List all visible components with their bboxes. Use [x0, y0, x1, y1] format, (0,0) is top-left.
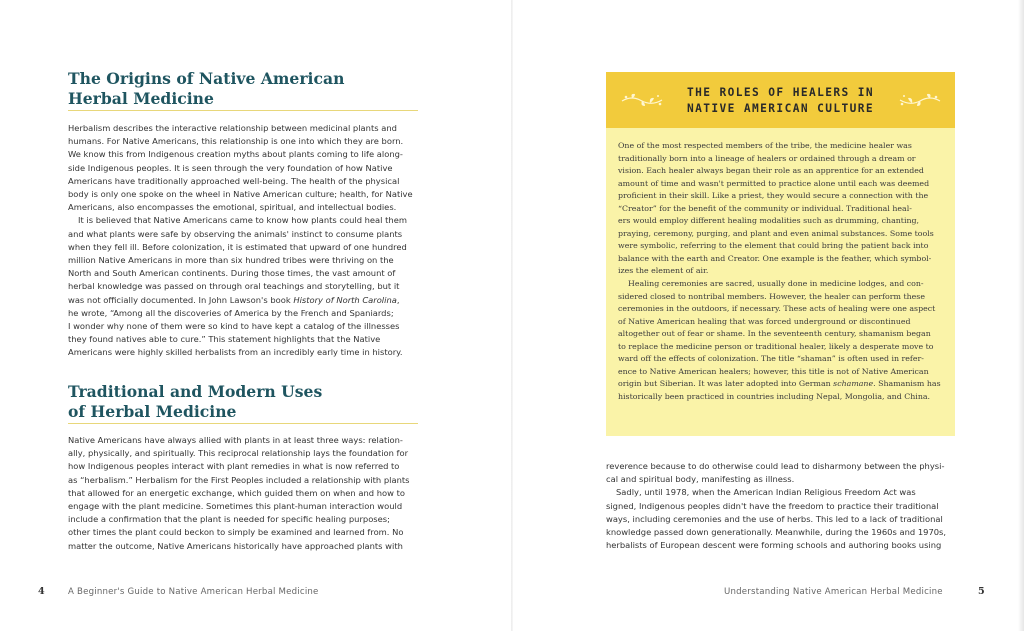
text-line: Healing ceremonies are sacred, usually done in medicine lodges, and con-	[628, 279, 924, 289]
text-line: Sadly, until 1978, when the American Indian Religious Freedom Act was	[616, 487, 916, 498]
foreign-word: schamane	[833, 379, 874, 389]
heading-line: Herbal Medicine	[68, 89, 214, 108]
body-paragraphs-right	[606, 460, 946, 552]
text-line: ally, physically, and spiritually. This reciprocal relationship lays the foundation for	[68, 448, 409, 459]
text-line: that allowed for an energetic exchange, which guided them on when and how to	[68, 487, 405, 498]
page-edge	[1018, 0, 1024, 631]
text-line: Americans, also encompasses the emotional, spiritual, and intellectual bodies.	[68, 202, 397, 213]
text-line: I wonder why none of them were so kind to have kept a catalog of the illnesses	[68, 321, 400, 332]
body-paragraphs-origins	[68, 122, 413, 360]
text-line: praying, ceremony, purging, and plant and even animal substances. Some tools	[618, 228, 934, 238]
sidebar-header	[606, 72, 955, 128]
text-line: traditionally born into a lineage of healers or ordained through a dream or	[618, 153, 916, 163]
text-line: We know this from Indigenous creation myths about plants coming to life along-	[68, 149, 403, 160]
text-line: altogether out of fear or shame. In the seventeenth century, shamanism began	[618, 329, 931, 339]
text-line: ers would employ different healing modalities such as drumming, chanting,	[618, 216, 920, 226]
text-run: . Shamanism has	[873, 379, 941, 389]
text-line: humans. For Native Americans, this relationship is one into which they are born.	[68, 136, 404, 147]
text-line: Americans have traditionally approached well-being. The health of the physical	[68, 175, 400, 186]
running-title-right: Understanding Native American Herbal Medicine	[724, 587, 943, 597]
text-line: One of the most respected members of the tribe, the medicine healer was	[618, 141, 912, 150]
text-line: balance with the earth and Creator. One example is the feather, which symbol-	[618, 253, 932, 263]
text-line: signed, Indigenous peoples didn't have the freedom to practice their traditional	[606, 500, 939, 511]
page-number-left: 4	[38, 586, 45, 597]
text-line: Native Americans have always allied with plants in at least three ways: relation-	[68, 435, 403, 445]
text-line	[68, 294, 413, 307]
text-line: Americans were highly skilled herbalists from an incredibly early time in history.	[68, 347, 403, 358]
text-line: ward off the effects of colonization. The title “shaman” is often used in refer-	[618, 354, 924, 364]
text-line: he wrote, “Among all the discoveries of America by the French and Spaniards;	[68, 307, 394, 318]
text-line: herbalists of European descent were forming schools and authoring books using	[606, 540, 942, 551]
text-line: when they fell ill. Before colonization, it is estimated that upward of one hundred	[68, 241, 407, 252]
text-line: of Native American healing that was forced underground or discontinued	[618, 316, 911, 326]
text-line	[618, 378, 941, 391]
text-line: million Native Americans in more than six hundred tribes were thriving on the	[68, 255, 394, 266]
book-title: History of North Carolina	[293, 294, 397, 305]
text-line: ence to Native American healers; however, this title is not of Native American	[618, 366, 929, 376]
body-paragraph-traditional	[68, 434, 409, 553]
text-line: vision. Each healer always began their role as an apprentice for an extended	[618, 166, 924, 176]
text-line: knowledge passed down generationally. Meanwhile, during the 1960s and 1970s,	[606, 527, 947, 538]
right-flourish-icon	[898, 92, 942, 108]
text-run: origin but Siberian. It was later adopted into German	[618, 379, 834, 389]
text-line: include a confirmation that the plant is needed for specific healing purposes;	[68, 514, 390, 525]
text-line: how Indigenous peoples interact with plant remedies in what is now referred to	[68, 461, 400, 472]
text-run: ,	[396, 294, 400, 305]
running-title-left: A Beginner's Guide to Native American Herbal Medicine	[68, 587, 319, 597]
heading-line: Traditional and Modern Uses	[68, 382, 323, 401]
text-line: and what plants were safe by observing the animals' instinct to consume plants	[68, 228, 403, 239]
gutter	[511, 0, 513, 631]
text-line: cal and spiritual body, manifesting as illness.	[606, 474, 795, 485]
text-line: body is only one spoke on the wheel in Native American culture; health, for Native	[68, 189, 413, 200]
sidebar-title-line: NATIVE AMERICAN CULTURE	[686, 102, 875, 115]
text-line: matter the outcome, Native Americans historically have approached plants with	[68, 540, 403, 551]
text-line: to replace the medicine person or traditional healer, likely a desperate move to	[618, 341, 934, 351]
text-line: proficient in their skill. Like a priest, they would secure a connection with the	[618, 191, 929, 201]
text-line: ways, including ceremonies and the use of herbs. This led to a lack of traditional	[606, 513, 943, 524]
text-line: as “herbalism.” Herbalism for the First Peoples included a relationship with plants	[68, 474, 410, 485]
text-line: sidered closed to nontribal members. However, the healer can perform these	[618, 291, 925, 301]
section-heading-origins	[68, 69, 418, 109]
heading-line: The Origins of Native American	[68, 69, 345, 88]
heading-line: of Herbal Medicine	[68, 402, 237, 421]
text-line: amount of time and wasn't permitted to practice alone until each was deemed	[618, 178, 930, 188]
text-line: reverence because to do otherwise could lead to disharmony between the physi-	[606, 461, 945, 471]
text-run: was not officially documented. In John Lawson's book	[68, 294, 294, 305]
text-line: North and South American continents. During those times, the vast amount of	[68, 268, 396, 279]
text-line: It is believed that Native Americans came to know how plants could heal them	[78, 215, 407, 226]
text-line: they found natives able to cure.” This statement highlights that the Native	[68, 334, 381, 345]
text-line: other times the plant could beckon to simply be examined and learned from. No	[68, 527, 404, 538]
heading-rule	[68, 423, 418, 424]
sidebar-text	[618, 140, 941, 403]
text-line: izes the element of air.	[618, 266, 709, 276]
text-line: Herbalism describes the interactive relationship between medicinal plants and	[68, 123, 397, 133]
text-line: ceremonies in the outdoors, if necessary. These acts of healing were one aspect	[618, 304, 936, 314]
text-line: engage with the plant medicine. Sometimes this plant-human interaction would	[68, 501, 403, 512]
text-line: were symbolic, referring to the element that could bring the patient back into	[618, 241, 929, 251]
page-number-right: 5	[978, 586, 985, 597]
sidebar-title-line: THE ROLES OF HEALERS IN	[686, 86, 875, 99]
text-line: herbal knowledge was passed on through oral teachings and storytelling, but it	[68, 281, 400, 292]
section-heading-traditional	[68, 382, 418, 422]
text-line: side Indigenous peoples. It is seen through the very foundation of how Native	[68, 162, 393, 173]
heading-rule	[68, 110, 418, 111]
text-line: “Creator” for the benefit of the community or individual. Traditional heal-	[618, 203, 912, 213]
text-line: historically been practiced in countries including Nepal, Mongolia, and China.	[618, 391, 931, 401]
